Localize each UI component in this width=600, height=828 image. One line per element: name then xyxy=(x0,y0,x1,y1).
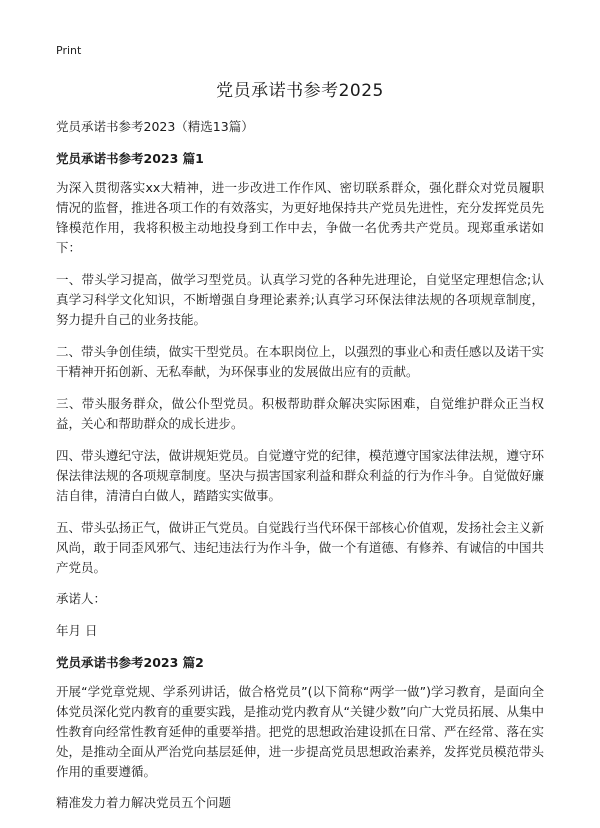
pledge-item-2: 二、带头争创佳绩，做实干型党员。在本职岗位上，以强烈的事业心和责任感以及诺干实干精神开拓创新、无私奉献，为环保事业的发展做出应有的贡献。 xyxy=(56,344,544,379)
signer-line: 承诺人： xyxy=(56,591,107,606)
document-subtitle: 党员承诺书参考2023（精选13篇） xyxy=(56,119,254,134)
date-line: 年月 日 xyxy=(56,623,98,638)
pledge-item-5: 五、带头弘扬正气，做讲正气党员。自觉践行当代环保干部核心价值观，发扬社会主义新风尚，敢于同歪风邪气、违纪违法行为作斗争，做一个有道德、有修养、有诚信的中国共产党员。 xyxy=(56,520,544,575)
section-2-heading: 党员承诺书参考2023 篇2 xyxy=(56,655,204,670)
section-2-intro: 开展“学党章党规、学系列讲话，做合格党员”(以下简称“两学一做”)学习教育，是面向全体党员深化党内教育的重要实践，是推动党内教育从“关键少数”向广大党员拓展、从集中性教育向经常性教育延伸的重要举措。把党的思想政治建设抓在日常、严在经常、落在实处，是推动全面从严治党向基层延伸，进一步提高党员思想政治素养，发挥党员模范带头作用的重要遵循。 xyxy=(56,684,544,779)
pledge-item-4: 四、带头遵纪守法，做讲规矩党员。自觉遵守党的纪律，模范遵守国家法律法规，遵守环保法律法规的各项规章制度。坚决与损害国家利益和群众利益的行为作斗争。自觉做好廉洁自律，清清白白做人，踏踏实实做事。 xyxy=(56,448,544,503)
pledge-item-1: 一、带头学习提高，做学习型党员。认真学习党的各种先进理论，自觉坚定理想信念;认真学习科学文化知识，不断增强自身理论素养;认真学习环保法律法规的各项规章制度，努力提升自己的业务技能。 xyxy=(56,272,544,327)
print-label[interactable]: Print xyxy=(56,44,82,57)
section-2-next-line: 精准发力着力解决党员五个问题 xyxy=(56,795,232,810)
section-1-heading: 党员承诺书参考2023 篇1 xyxy=(56,151,204,166)
section-1-intro: 为深入贯彻落实xx大精神，进一步改进工作作风、密切联系群众，强化群众对党员履职情况的监督，推进各项工作的有效落实，为更好地保持共产党员先进性，充分发挥党员先锋模范作用，我将积极主动地投身到工作中去，争做一名优秀共产党员。现郑重承诺如下： xyxy=(56,180,544,255)
document-title: 党员承诺书参考2025 xyxy=(216,81,384,101)
pledge-item-3: 三、带头服务群众，做公仆型党员。积极帮助群众解决实际困难，自觉维护群众正当权益，关心和帮助群众的成长进步。 xyxy=(56,396,544,431)
